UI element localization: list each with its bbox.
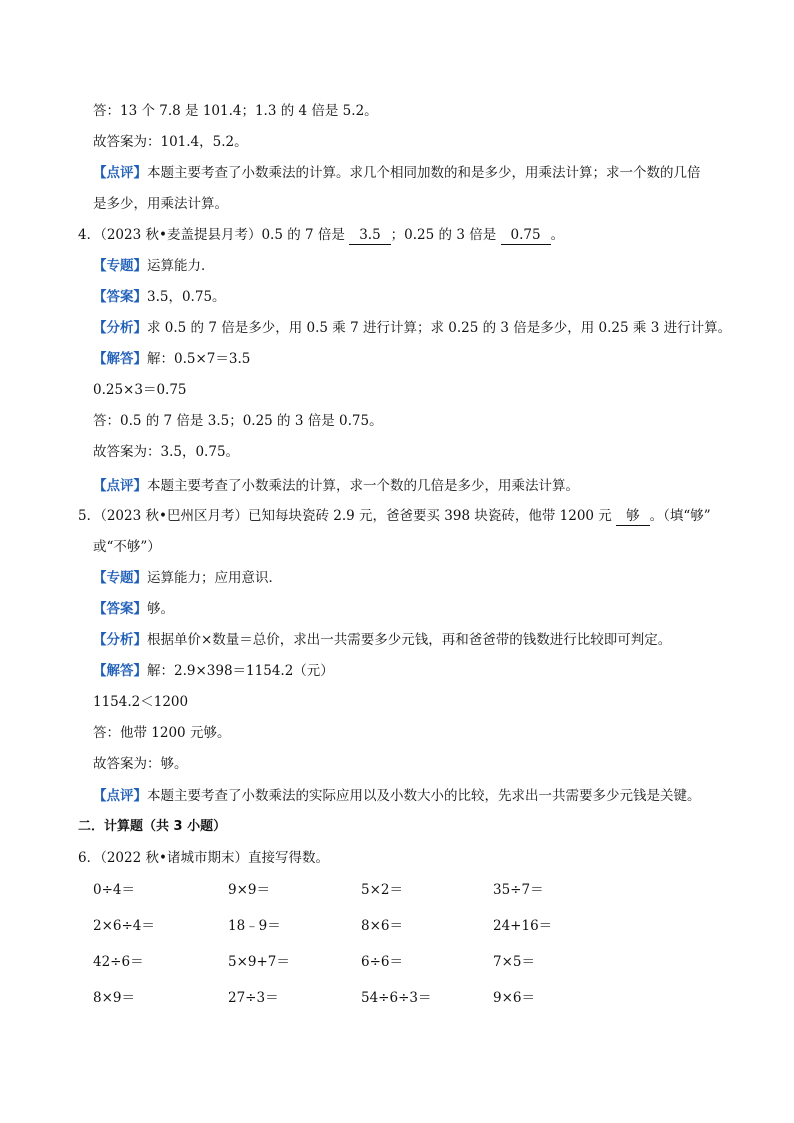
q5-analysis [93,630,671,650]
analysis-tag: 【分析】 [93,320,147,336]
q5-stem-b: 。（填“够” [649,508,711,524]
q5-final-answer: 故答案为：够。 [93,756,188,772]
q4-stem [78,225,564,245]
problem-cell: 5×9+7＝ [228,954,290,970]
q5-solution [93,661,334,681]
topic-text: 运算能力；应用意识． [147,570,282,586]
q4-blank-1: 3.5 [349,227,390,245]
p3-answer-line: 答：13 个 7.8 是 101.4；1.3 的 4 倍是 5.2。 [93,103,378,119]
q5-answer [93,599,174,619]
analysis-text: 求 0.5 的 7 倍是多少，用 0.5 乘 7 进行计算；求 0.25 的 3 倍是多少，用 0.25 乘 3 进行计算。 [147,320,732,336]
q4-blank-2: 0.75 [501,227,551,245]
q4-answer-line: 答：0.5 的 7 倍是 3.5；0.25 的 3 倍是 0.75。 [93,413,383,429]
q5-blank: 够 [616,508,650,526]
comment-text: 本题主要考查了小数乘法的计算，求一个数的几倍是多少，用乘法计算。 [147,478,579,494]
problem-cell: 42÷6＝ [93,954,144,970]
answer-text: 3.5，0.75。 [147,289,226,305]
q5-stem-a: 5．（2023 秋•巴州区月考）已知每块瓷砖 2.9 元，爸爸要买 398 块瓷砖，他带 1200 元 [78,508,612,524]
comment-text: 本题主要考查了小数乘法的计算。求几个相同加数的和是多少，用乘法计算；求一个数的几倍 [147,165,701,181]
answer-tag: 【答案】 [93,289,147,305]
grid-row [93,952,563,988]
topic-tag: 【专题】 [93,258,147,274]
solution-tag: 【解答】 [93,663,147,679]
q4-stem-c: 。 [550,227,565,243]
q4-stem-b: ；0.25 的 3 倍是 [390,227,497,243]
topic-tag: 【专题】 [93,570,147,586]
answer-tag: 【答案】 [93,601,147,617]
grid-row [93,880,563,916]
q5-solution-2: 1154.2＜1200 [93,694,189,710]
p3-comment [93,163,701,183]
q4-stem-a: 4．（2023 秋•麦盖提县月考）0.5 的 7 倍是 [78,227,345,243]
problem-cell: 9×6＝ [493,990,535,1006]
problem-cell: 9×9＝ [228,882,270,898]
p3-final-answer: 故答案为：101.4，5.2。 [93,134,248,150]
q6-stem: 6．（2022 秋•诸城市期末）直接写得数。 [78,850,329,866]
q4-topic [93,256,215,276]
topic-text: 运算能力． [147,258,215,274]
problem-cell: 54÷6÷3＝ [361,990,432,1006]
problem-cell: 0÷4＝ [93,882,135,898]
problem-cell: 7×5＝ [493,954,535,970]
q5-answer-line: 答：他带 1200 元够。 [93,725,231,741]
problem-cell: 5×2＝ [361,882,403,898]
problem-cell: 27÷3＝ [228,990,279,1006]
problem-cell: 18﹣9＝ [228,918,281,934]
comment-tag: 【点评】 [93,478,147,494]
solution-text: 解：2.9×398＝1154.2（元） [147,663,334,679]
problem-cell: 8×9＝ [93,990,135,1006]
problem-cell: 35÷7＝ [493,882,544,898]
problem-cell: 8×6＝ [361,918,403,934]
q5-stem [78,506,711,526]
problem-cell: 6÷6＝ [361,954,403,970]
q4-solution-2: 0.25×3＝0.75 [93,382,187,398]
problem-cell: 24+16＝ [493,918,553,934]
comment-text: 本题主要考查了小数乘法的实际应用以及小数大小的比较，先求出一共需要多少元钱是关键。 [147,788,701,804]
q5-comment [93,786,701,806]
grid-row [93,988,563,1024]
q4-final-answer: 故答案为：3.5，0.75。 [93,444,240,460]
answer-text: 够。 [147,601,174,617]
q6-problem-grid [93,880,563,1024]
solution-text: 解：0.5×7＝3.5 [147,351,251,367]
grid-row [93,916,563,952]
analysis-text: 根据单价×数量＝总价，求出一共需要多少元钱，再和爸爸带的钱数进行比较即可判定。 [147,632,672,648]
q4-solution [93,349,250,369]
analysis-tag: 【分析】 [93,632,147,648]
comment-tag: 【点评】 [93,165,147,181]
q4-answer [93,287,226,307]
p3-comment-cont: 是多少，用乘法计算。 [93,196,228,212]
q5-topic [93,568,282,588]
q4-analysis [93,318,731,338]
problem-cell: 2×6÷4＝ [93,918,155,934]
solution-tag: 【解答】 [93,351,147,367]
q4-comment [93,476,579,496]
comment-tag: 【点评】 [93,788,147,804]
section-heading: 二．计算题（共 3 小题） [78,819,227,834]
q5-stem-cont: 或“不够”） [93,539,161,555]
